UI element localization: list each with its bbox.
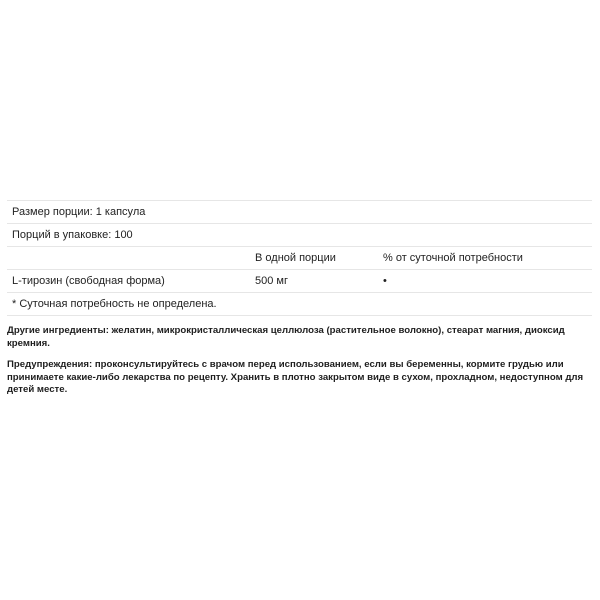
ingredient-amount: 500 мг: [255, 275, 288, 287]
serving-size-row: [7, 201, 592, 224]
column-header-amount: В одной порции: [255, 252, 336, 264]
ingredient-daily-value: •: [383, 275, 387, 287]
table-header-row: [7, 247, 592, 270]
other-ingredients: Другие ингредиенты: желатин, микрокристаллическая целлюлоза (растительное волокно), стеарат магния, диоксид кремния.: [7, 325, 565, 349]
footnote: * Суточная потребность не определена.: [12, 298, 217, 310]
servings-per-container: Порций в упаковке: 100: [12, 229, 133, 241]
product-notes: [7, 325, 595, 406]
column-header-daily-value: % от суточной потребности: [383, 252, 523, 264]
table-row: [7, 270, 592, 293]
serving-size: Размер порции: 1 капсула: [12, 206, 146, 218]
warnings: Предупреждения: проконсультируйтесь с врачом перед использованием, если вы беременны, кормите грудью или принимаете какие-либо лекарства по рецепту. Хранить в плотно закрытом виде в сухом, прохладном, недоступном для детей месте.: [7, 359, 584, 395]
servings-per-container-row: [7, 224, 592, 247]
supplement-facts-table: [7, 200, 592, 316]
ingredient-name: L-тирозин (свободная форма): [12, 275, 165, 287]
footnote-row: [7, 293, 592, 316]
